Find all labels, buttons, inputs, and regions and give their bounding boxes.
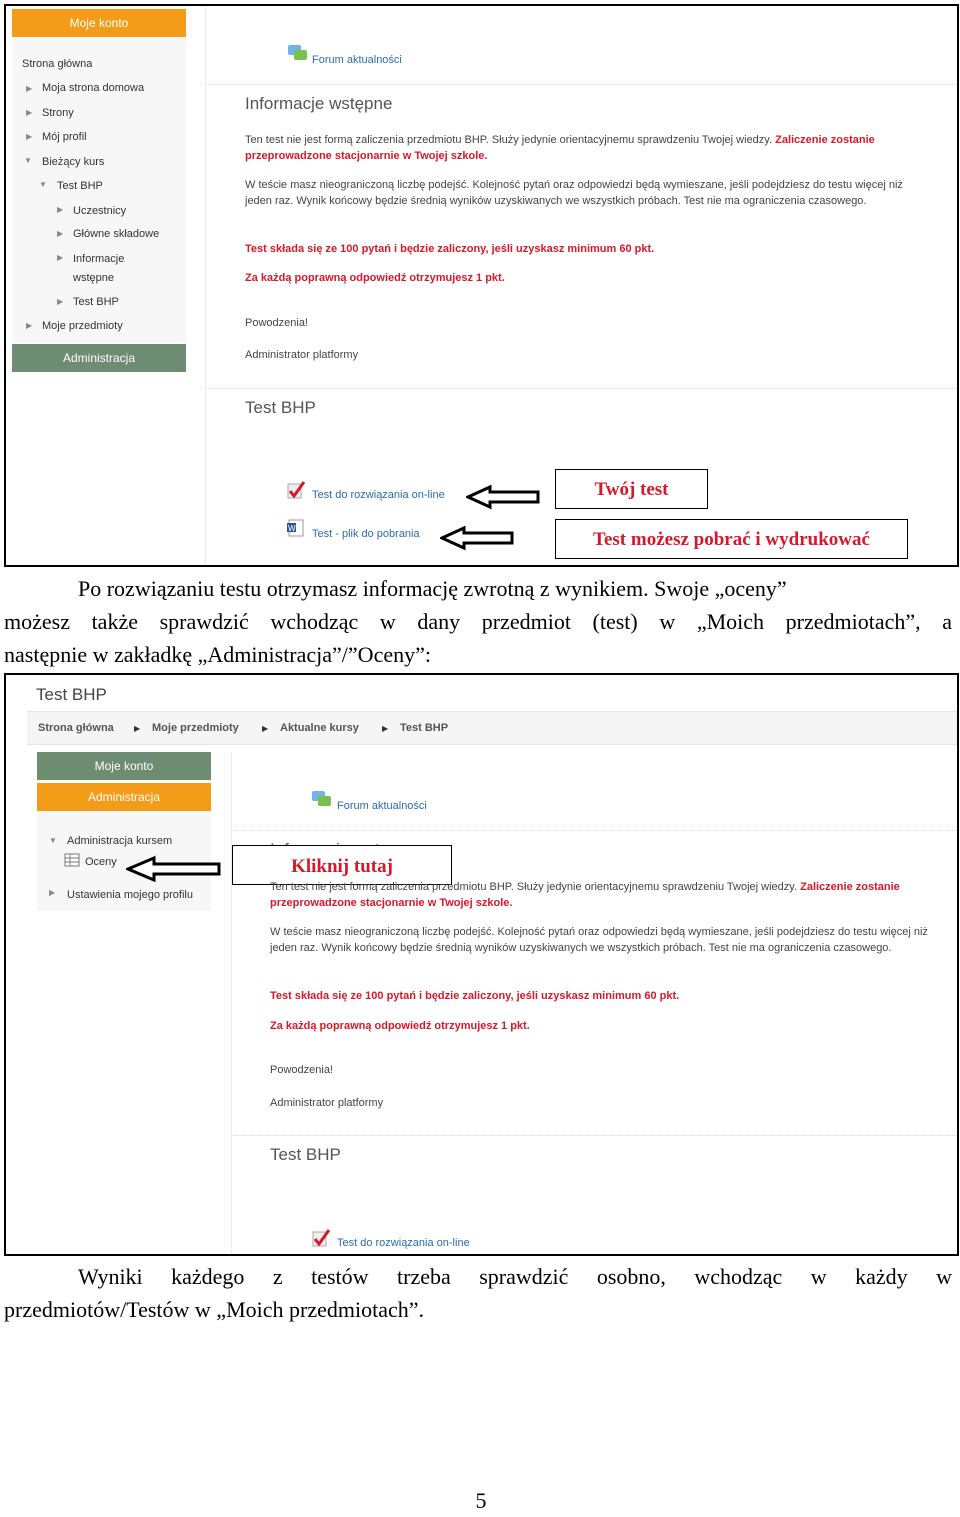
intro-heading: Informacje wstępne bbox=[245, 94, 393, 113]
collapse-icon[interactable]: ▼ bbox=[24, 156, 32, 165]
intro-p2: W teście masz nieograniczoną liczbę podejść. Kolejność pytań oraz odpowiedzi będą wymieszane, jeśli podejdziesz do testu więcej niż jeden raz. Wynik końcowy będzie średnią wyników uzyskiwanych we wszystkich próbach. Test nie ma ograniczenia czasowego. bbox=[245, 179, 903, 207]
sidebar-item-pages[interactable]: Strony bbox=[42, 107, 74, 119]
sidebar-admin-header[interactable]: Administracja bbox=[37, 783, 211, 811]
svg-text:W: W bbox=[288, 524, 296, 533]
intro-p3: Test składa się ze 100 pytań i będzie zaliczony, jeśli uzyskasz minimum 60 pkt. bbox=[270, 990, 680, 1002]
sidebar-item-course-admin[interactable]: Administracja kursem bbox=[67, 835, 173, 847]
breadcrumb-separator-icon: ▶ bbox=[382, 724, 389, 733]
expand-icon[interactable]: ▶ bbox=[26, 108, 33, 117]
paragraph-1-line-1 bbox=[4, 572, 952, 605]
breadcrumb-home[interactable]: Strona główna bbox=[38, 722, 114, 734]
divider bbox=[206, 388, 957, 389]
arrow-left-icon bbox=[126, 855, 222, 883]
paragraph-2-line-1 bbox=[4, 1260, 952, 1293]
sidebar-item-my-courses[interactable]: Moje przedmioty bbox=[42, 320, 123, 332]
column-divider bbox=[231, 753, 232, 1256]
intro-p1-red: Zaliczenie zostanie przeprowadzone stacjonarnie w Twojej szkole. bbox=[270, 881, 900, 909]
grades-icon bbox=[64, 853, 80, 867]
breadcrumb-my-courses[interactable]: Moje przedmioty bbox=[152, 722, 239, 734]
intro-p5: Powodzenia! bbox=[270, 1064, 333, 1076]
intro-p1-text: Ten test nie jest formą zaliczenia przedmiotu BHP. Służy jedynie orientacyjnemu sprawdzeniu Twojej wiedzy. bbox=[270, 881, 798, 893]
paragraph-2-line-2: przedmiotów/Testów w „Moich przedmiotach”. bbox=[4, 1297, 424, 1322]
arrow-left-icon bbox=[440, 525, 515, 551]
intro-p2: W teście masz nieograniczoną liczbę podejść. Kolejność pytań oraz odpowiedzi będą wymieszane, jeśli podejdziesz do testu więcej niż jeden raz. Wynik końcowy będzie średnią wyników uzyskiwanych we wszystkich próbach. Test nie ma ograniczenia czasowego. bbox=[270, 926, 928, 954]
forum-icon bbox=[287, 44, 309, 62]
intro-p1 bbox=[245, 132, 925, 164]
quiz-online-link[interactable]: Test do rozwiązania on-line bbox=[337, 1237, 470, 1249]
collapse-icon[interactable]: ▼ bbox=[39, 180, 47, 189]
intro-p6: Administrator platformy bbox=[270, 1097, 384, 1109]
screenshot-admin-grades bbox=[4, 673, 959, 1256]
sidebar-item-test-bhp-2[interactable]: Test BHP bbox=[73, 296, 119, 308]
sidebar-item-profile[interactable]: Mój profil bbox=[42, 131, 87, 143]
expand-icon[interactable]: ▶ bbox=[49, 888, 56, 897]
sidebar-item-grades[interactable]: Oceny bbox=[85, 856, 117, 868]
intro-p1-red: Zaliczenie zostanie przeprowadzone stacjonarnie w Twojej szkole. bbox=[245, 134, 875, 162]
intro-p1-text: Ten test nie jest formą zaliczenia przedmiotu BHP. Służy jedynie orientacyjnemu sprawdzeniu Twojej wiedzy. bbox=[245, 134, 773, 146]
page-title: Test BHP bbox=[36, 685, 107, 704]
intro-p4: Za każdą poprawną odpowiedź otrzymujesz 1 pkt. bbox=[270, 1020, 530, 1032]
sidebar-admin-header[interactable]: Administracja bbox=[12, 344, 186, 372]
paragraph-2-line-1-text: Wyniki każdego z testów trzeba sprawdzić osobno, wchodząc w każdy w bbox=[78, 1264, 952, 1289]
intro-p3: Test składa się ze 100 pytań i będzie zaliczony, jeśli uzyskasz minimum 60 pkt. bbox=[245, 243, 655, 255]
sidebar-my-account-header[interactable]: Moje konto bbox=[12, 9, 186, 37]
callout-download: Test możesz pobrać i wydrukować bbox=[555, 519, 908, 559]
quiz-online-link[interactable]: Test do rozwiązania on-line bbox=[312, 489, 445, 501]
callout-click-here: Kliknij tutaj bbox=[232, 845, 452, 885]
collapse-icon[interactable]: ▼ bbox=[49, 836, 57, 845]
sidebar-item-participants[interactable]: Uczestnicy bbox=[73, 205, 127, 217]
bullet-icon: ▶ bbox=[26, 84, 33, 93]
breadcrumb-separator-icon: ▶ bbox=[262, 724, 269, 733]
sidebar-item-components[interactable]: Główne składowe bbox=[73, 228, 160, 240]
quiz-icon bbox=[311, 1228, 331, 1248]
intro-p1 bbox=[270, 879, 950, 911]
forum-link[interactable]: Forum aktualności bbox=[312, 54, 402, 66]
expand-icon[interactable]: ▶ bbox=[26, 132, 33, 141]
sidebar-item-intro[interactable]: Informacje bbox=[73, 253, 125, 265]
breadcrumb-current-courses[interactable]: Aktualne kursy bbox=[280, 722, 359, 734]
arrow-left-icon bbox=[466, 484, 541, 510]
sidebar-my-account-header[interactable]: Moje konto bbox=[37, 752, 211, 780]
divider bbox=[232, 830, 957, 831]
sidebar-item-intro-cont[interactable]: wstępne bbox=[73, 272, 114, 284]
page-number: 5 bbox=[475, 1488, 487, 1513]
intro-p4: Za każdą poprawną odpowiedź otrzymujesz 1 pkt. bbox=[245, 272, 505, 284]
quiz-download-link[interactable]: Test - plik do pobrania bbox=[312, 528, 420, 540]
screenshot-moodle-course bbox=[4, 4, 959, 567]
expand-icon[interactable]: ▶ bbox=[57, 205, 64, 214]
expand-icon[interactable]: ▶ bbox=[57, 229, 64, 238]
test-section-heading: Test BHP bbox=[270, 1145, 341, 1164]
divider bbox=[206, 84, 957, 85]
test-section-heading: Test BHP bbox=[245, 398, 316, 417]
divider bbox=[232, 1135, 957, 1136]
forum-icon bbox=[311, 790, 333, 808]
expand-icon[interactable]: ▶ bbox=[57, 297, 64, 306]
callout-your-test: Twój test bbox=[555, 469, 708, 509]
breadcrumb-separator-icon: ▶ bbox=[134, 724, 141, 733]
breadcrumb-test-bhp[interactable]: Test BHP bbox=[400, 722, 449, 734]
sidebar-item-my-home[interactable]: Moja strona domowa bbox=[42, 82, 145, 94]
sidebar-item-profile-settings[interactable]: Ustawienia mojego profilu bbox=[67, 889, 193, 901]
intro-p5: Powodzenia! bbox=[245, 317, 308, 329]
sidebar-item-home[interactable]: Strona główna bbox=[22, 58, 93, 70]
sidebar-item-test-bhp[interactable]: Test BHP bbox=[57, 180, 103, 192]
forum-link[interactable]: Forum aktualności bbox=[337, 800, 427, 812]
paragraph-1-line-3: następnie w zakładkę „Administracja”/”Oceny”: bbox=[4, 642, 431, 667]
word-document-icon bbox=[286, 518, 306, 538]
sidebar-item-current-course[interactable]: Bieżący kurs bbox=[42, 156, 105, 168]
expand-icon[interactable]: ▶ bbox=[57, 253, 64, 262]
column-divider bbox=[205, 6, 206, 567]
paragraph-1-line-1-text: Po rozwiązaniu testu otrzymasz informację zwrotną z wynikiem. Swoje „oceny” bbox=[78, 576, 787, 601]
quiz-icon bbox=[286, 480, 306, 500]
expand-icon[interactable]: ▶ bbox=[26, 321, 33, 330]
paragraph-1-line-2: możesz także sprawdzić wchodząc w dany przedmiot (test) w „Moich przedmiotach”, a bbox=[4, 609, 952, 634]
intro-p6: Administrator platformy bbox=[245, 349, 359, 361]
